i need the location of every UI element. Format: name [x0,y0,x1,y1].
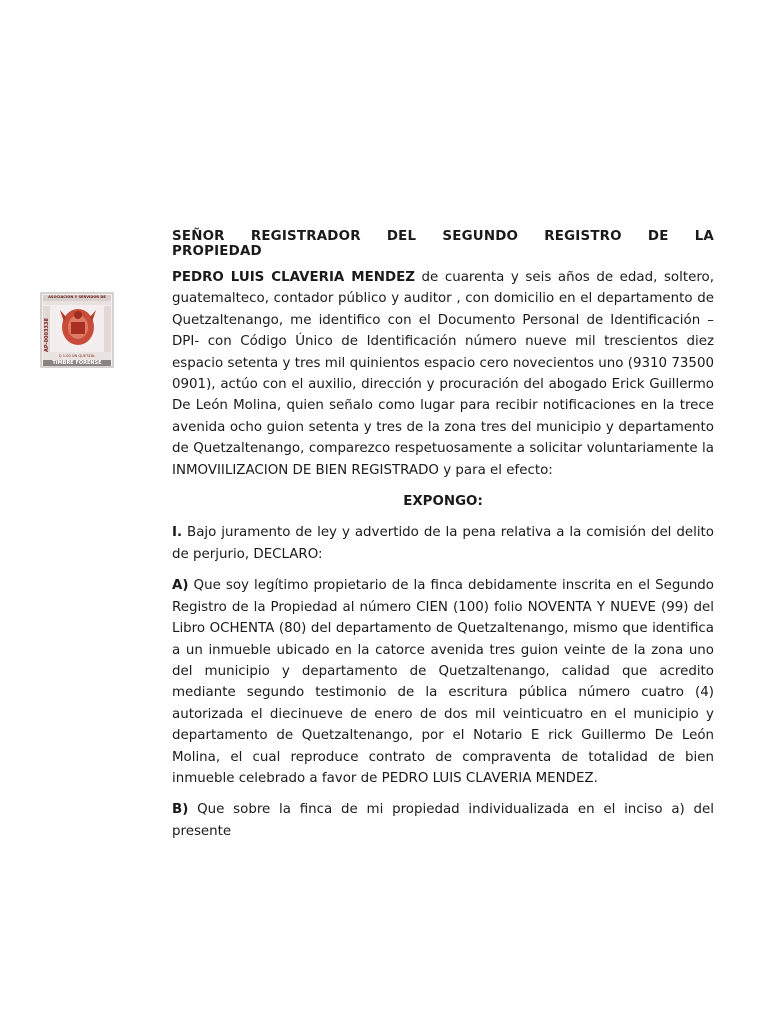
stamp-serial: AP-0003338 [44,318,50,352]
section-i-marker: I. [172,525,183,541]
stamp-label: TIMBRE FORENSE [52,360,102,366]
title-line-1: SEÑOR REGISTRADOR DEL SEGUNDO REGISTRO DE LA [172,229,714,244]
section-i-paragraph [172,522,714,565]
timbre-forense-stamp [40,292,114,368]
stamp-value-text: Q 1.00 UN QUETZAL [58,354,96,358]
intro-text: de cuarenta y seis años de edad, soltero, guatemalteco, contador público y auditor , con domicilio en el departamento de Quetzaltenango, me identifico con el Documento Personal de Identificación –DPI- con Código Único de Identificación número nueve mil trescientos diez espacio setenta y tres mil quinientos espacio cero novecientos uno (9310 73500 0901), actúo con el auxilio, dirección y procuración del abogado Erick Guillermo De León Molina, quien señalo como lugar para recibir notificaciones en la trece avenida ocho guion setenta y tres de la zona tres del municipio y departamento de Quetzaltenango, comparezco respetuosamente a solicitar voluntariamente la INMOVIILIZACION DE BIEN REGISTRADO y para el efecto: [172,270,714,478]
petitioner-name: PEDRO LUIS CLAVERIA MENDEZ [172,270,415,285]
section-b-text: Que sobre la finca de mi propiedad individualizada en el inciso a) del presente [172,802,714,839]
document-title [172,229,714,259]
section-b-marker: B) [172,802,189,818]
section-heading: EXPONGO: [403,494,483,510]
stamp-top-text: ASOCIACION Y SERVIDOR DE [48,295,106,299]
section-a-marker: A) [172,578,189,594]
section-b-paragraph [172,799,714,842]
section-a-paragraph [172,575,714,789]
intro-paragraph [172,267,714,481]
section-i-text: Bajo juramento de ley y advertido de la pena relativa a la comisión del delito de perjurio, DECLARO: [172,525,714,562]
title-line-2: PROPIEDAD [172,244,262,259]
document-body [172,229,714,852]
section-a-text: Que soy legítimo propietario de la finca debidamente inscrita en el Segundo Registro de la Propiedad al número CIEN (100) folio NOVENTA Y NUEVE (99) del Libro OCHENTA (80) del departamento de Quetzaltenango, mismo que identifica a un inmueble ubicado en la catorce avenida tres guion veinte de la zona uno del municipio y departamento de Quetzaltenango, calidad que acredito mediante segundo testimonio de la escritura pública número cuatro (4) autorizada el diecinueve de enero de dos mil veinticuatro en el municipio y departamento de Quetzaltenango, por el Notario E rick Guillermo De León Molina, el cual reproduce contrato de compraventa de totalidad de bien inmueble celebrado a favor de PEDRO LUIS CLAVERIA MENDEZ. [172,578,714,786]
